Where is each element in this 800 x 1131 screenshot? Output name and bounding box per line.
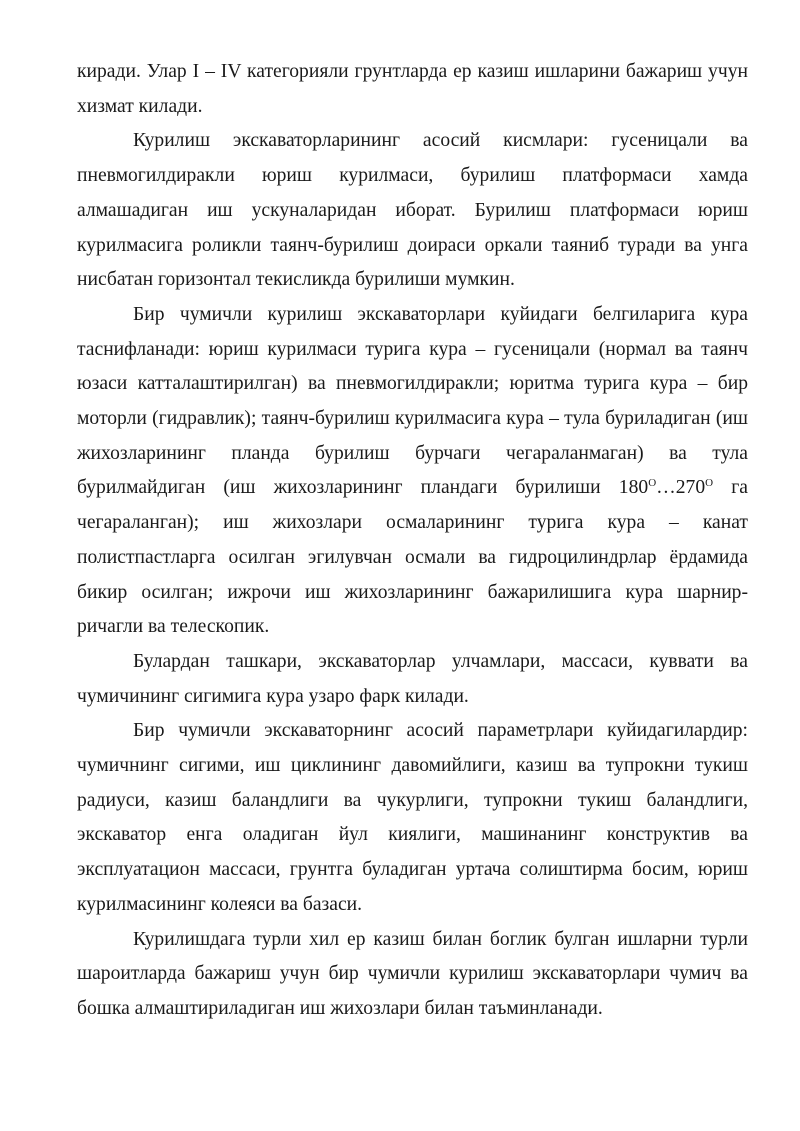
paragraph-3-text-c: га чегараланган); иш жихозлари осмаларининг турига кура – канат полистпастларга осилган эгилувчан осмали ва гидроцилиндрлар ёрдамида бикир осилган; ижрочи иш жихозларининг бажарилишига кура шарнир-ричагли ва телескопик.: [77, 477, 748, 638]
degree-mark-2: О: [705, 477, 714, 490]
degree-mark-1: О: [648, 477, 657, 490]
document-body: [77, 55, 748, 1027]
paragraph-2: Курилиш экскаваторларининг асосий кисмлари: гусеницали ва пневмогилдиракли юриш курилмаси, бурилиш платформаси хамда алмашадиган иш ускуналаридан иборат. Бурилиш платформаси юриш курилмасига роликли таянч-бурилиш доираси оркали таяниб туради ва унга нисбатан горизонтал текисликда бурилиши мумкин.: [77, 130, 748, 291]
paragraph-5: Бир чумичли экскаваторнинг асосий параметрлари куйидагилардир: чумичнинг сигими, иш циклининг давомийлиги, казиш ва тупрокни тукиш радиуси, казиш баландлиги ва чукурлиги, тупрокни тукиш баландлиги, экскаватор енга оладиган йул киялиги, машинанинг конструктив ва эксплуатацион массаси, грунтга буладиган уртача солиштирма босим, юриш курилмасининг колеяси ва базаси.: [77, 720, 748, 915]
paragraph-4: Булардан ташкари, экскаваторлар улчамлари, массаси, куввати ва чумичининг сигимига кура узаро фарк килади.: [77, 650, 748, 707]
paragraph-1: киради. Улар I – IV категорияли грунтларда ер казиш ишларини бажариш учун хизмат килади.: [77, 61, 748, 117]
paragraph-3-text-b: …270: [656, 477, 706, 499]
paragraph-3-text-a: Бир чумичли курилиш экскаваторлари куйидаги белгиларига кура таснифланади: юриш курилмаси турига кура – гусеницали (нормал ва таянч юзаси катталаштирилган) ва пневмогилдиракли; юритма турига кура – бир моторли (гидравлик); таянч-бурилиш курилмасига кура – тула буриладиган (иш жихозларининг планда бурилиш бурчаги чегараланмаган) ва тула бурилмайдиган (иш жихозларининг пландаги бурилиши 180: [77, 303, 748, 499]
paragraph-3: [77, 298, 748, 645]
paragraph-6: Курилишдага турли хил ер казиш билан боглик булган ишларни турли шароитларда бажариш учун бир чумичли курилиш экскаваторлари чумич ва бошка алмаштириладиган иш жихозлари билан таъминланади.: [77, 928, 748, 1019]
